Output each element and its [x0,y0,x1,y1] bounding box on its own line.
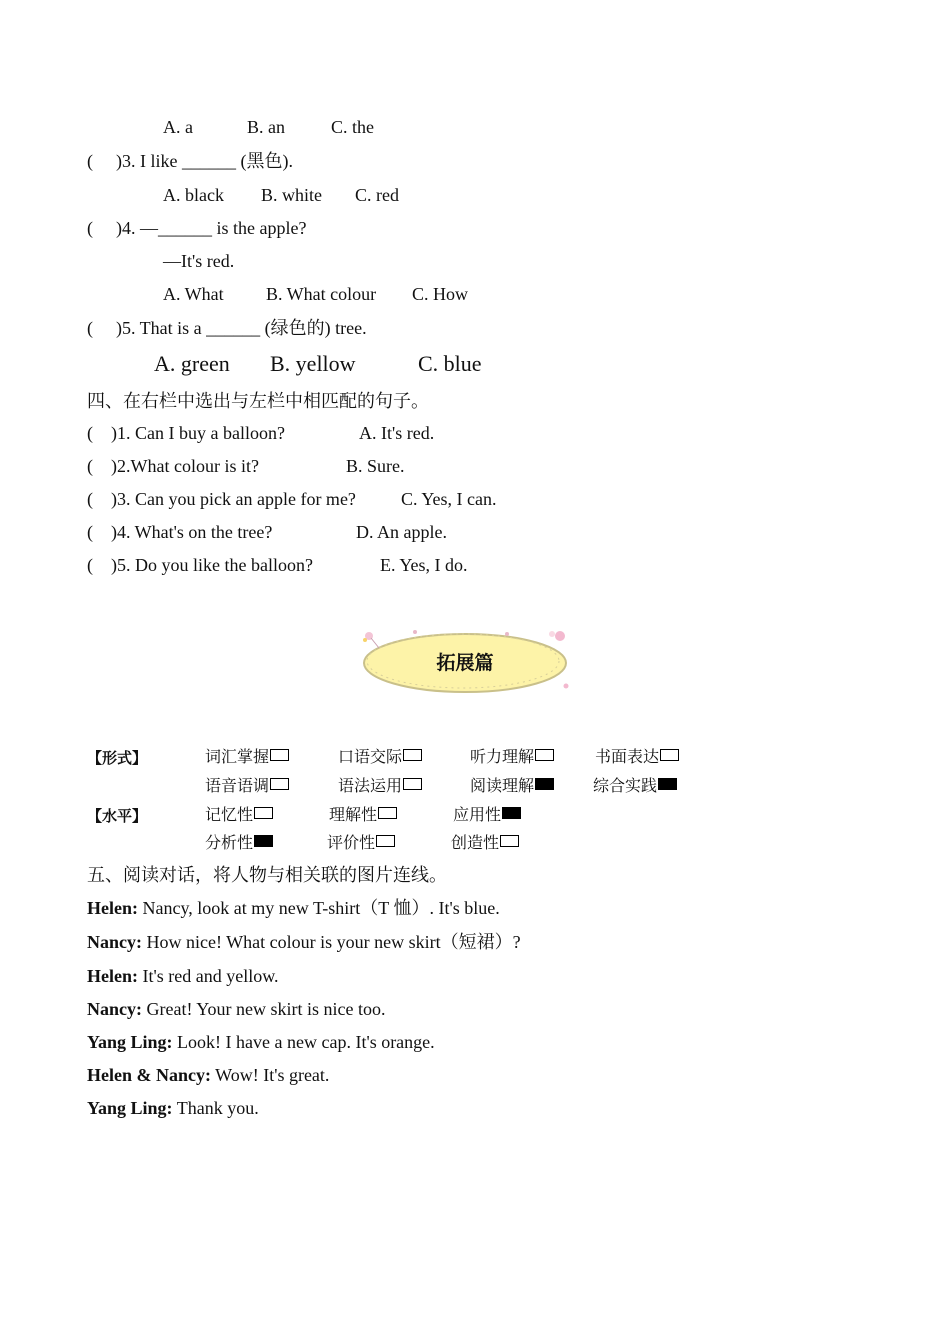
checkbox-checked-icon [254,835,273,847]
q2-option-c: C. the [331,117,374,137]
rubric-item: 记忆性 [205,806,273,826]
checkbox-checked-icon [535,778,554,790]
q3-option-b: B. white [261,185,322,205]
utterance: Nancy, look at my new T-shirt（T 恤）. It's blue. [138,898,500,918]
utterance: It's red and yellow. [138,966,279,986]
dialogue-line [87,897,500,919]
checkbox-icon [403,749,422,761]
speaker: Yang Ling: [87,1032,173,1052]
match-paren: ( [87,522,93,542]
speaker: Yang Ling: [87,1098,173,1118]
dialogue-line [87,1064,329,1086]
checkbox-icon [270,749,289,761]
match-paren: ( [87,555,93,575]
utterance: How nice! What colour is your new skirt（短裙）? [142,932,521,952]
speaker: Nancy: [87,932,142,952]
checkbox-icon [270,778,289,790]
utterance: Great! Your new skirt is nice too. [142,999,386,1019]
q3-option-a: A. black [163,185,224,205]
speaker: Helen: [87,898,138,918]
speaker: Nancy: [87,999,142,1019]
q3-text: )3. I like ______ (黑色). [116,151,293,171]
match-left: )1. Can I buy a balloon? [111,423,285,443]
speaker: Helen: [87,966,138,986]
match-left: )3. Can you pick an apple for me? [111,489,356,509]
match-left: )2.What colour is it? [111,456,259,476]
rubric-item: 应用性 [453,806,521,826]
level-label: 【水平】 [87,807,148,825]
match-right: C. Yes, I can. [401,489,497,509]
match-right: D. An apple. [356,522,447,542]
q2-option-a: A. a [163,117,193,137]
q5-text: )5. That is a ______ (绿色的) tree. [116,318,367,338]
q4-option-b: B. What colour [266,284,377,304]
rubric-item: 阅读理解 [470,777,554,797]
rubric-item: 书面表达 [595,748,679,768]
checkbox-icon [378,807,397,819]
dialogue-line [87,998,385,1020]
checkbox-icon [254,807,273,819]
checkbox-icon [403,778,422,790]
rubric-item: 评价性 [327,834,395,854]
section4-title: 四、在右栏中选出与左栏中相匹配的句子。 [87,391,429,411]
q5-option-b: B. yellow [270,351,356,376]
match-paren: ( [87,456,93,476]
dialogue-line [87,931,521,953]
utterance: Thank you. [172,1098,259,1118]
dialogue-line [87,1031,435,1053]
rubric-item: 语音语调 [205,777,289,797]
dialogue-line [87,1097,259,1119]
q4-reply-text: —It's red. [163,251,235,271]
rubric-item: 词汇掌握 [205,748,289,768]
q2-option-b: B. an [247,117,285,137]
checkbox-icon [660,749,679,761]
rubric-item: 语法运用 [338,777,422,797]
rubric-item: 分析性 [205,834,273,854]
checkbox-checked-icon [658,778,677,790]
match-right: A. It's red. [359,423,435,443]
rubric-item: 口语交际 [338,748,422,768]
section5-title: 五、阅读对话，将人物与相关联的图片连线。 [87,865,447,885]
speaker: Helen & Nancy: [87,1065,211,1085]
rubric-item: 创造性 [451,834,519,854]
match-left: )4. What's on the tree? [111,522,273,542]
checkbox-checked-icon [502,807,521,819]
q3-option-c: C. red [355,185,399,205]
match-paren: ( [87,423,93,443]
q3-paren: ( [87,151,93,171]
q5-option-a: A. green [154,351,230,376]
q4-option-c: C. How [412,284,469,304]
checkbox-icon [500,835,519,847]
dialogue-line [87,965,279,987]
q4-text: )4. —______ is the apple? [116,218,307,238]
match-right: B. Sure. [346,456,405,476]
match-paren: ( [87,489,93,509]
banner-title: 拓展篇 [436,652,494,674]
rubric-item: 综合实践 [593,777,677,797]
utterance: Look! I have a new cap. It's orange. [172,1032,435,1052]
checkbox-icon [535,749,554,761]
q5-paren: ( [87,318,93,338]
utterance: Wow! It's great. [210,1065,330,1085]
rubric-item: 理解性 [329,806,397,826]
match-right: E. Yes, I do. [380,555,468,575]
q5-option-c: C. blue [418,351,482,376]
form-label: 【形式】 [87,749,148,767]
match-left: )5. Do you like the balloon? [111,555,313,575]
q4-option-a: A. What [163,284,224,304]
rubric-item: 听力理解 [470,748,554,768]
checkbox-icon [376,835,395,847]
q4-paren: ( [87,218,93,238]
